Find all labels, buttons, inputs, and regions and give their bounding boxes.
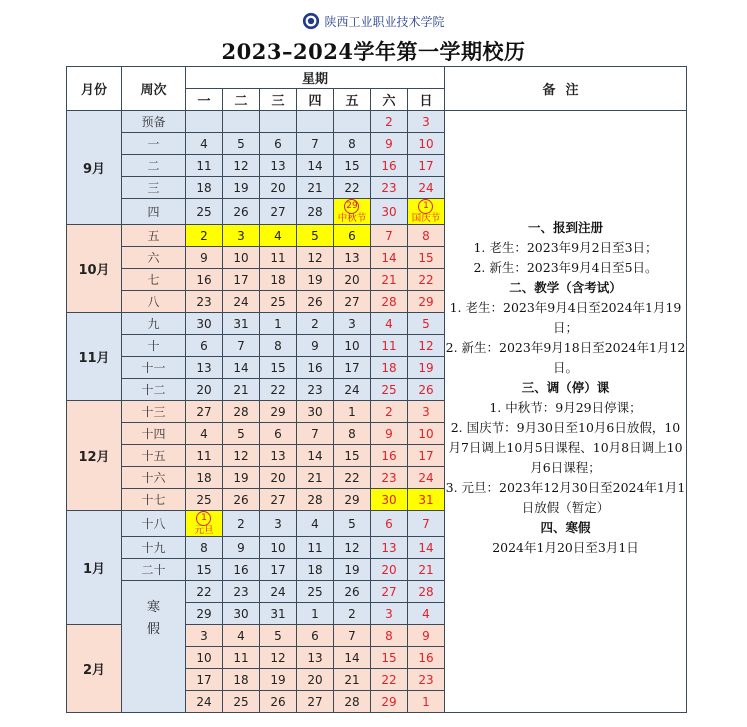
day-cell: 9 [186,247,223,269]
calendar-week-row [67,111,687,133]
day-cell: 28 [408,581,445,603]
day-cell: 20 [371,559,408,581]
month-cell: 11月 [67,313,122,401]
day-cell: 23 [223,581,260,603]
day-cell: 2 [371,401,408,423]
day-cell: 4 [371,313,408,335]
day-cell: 26 [408,379,445,401]
day-cell: 9 [297,335,334,357]
day-cell: 20 [297,669,334,691]
weekday-header: 二 [223,89,260,111]
day-cell: 27 [186,401,223,423]
day-cell: 7 [371,225,408,247]
week-label: 十五 [122,445,186,467]
notes-item: 1. 中秋节：9月29日停课； [489,400,642,415]
day-cell: 9 [371,133,408,155]
day-cell: 5 [223,423,260,445]
day-cell: 5 [223,133,260,155]
day-cell: 14 [408,537,445,559]
day-cell: 22 [334,467,371,489]
national-day-mark [412,199,441,224]
day-cell: 19 [223,177,260,199]
day-cell: 16 [371,445,408,467]
week-label: 一 [122,133,186,155]
day-cell: 12 [223,445,260,467]
week-label: 十四 [122,423,186,445]
day-cell: 20 [260,177,297,199]
day-cell: 8 [334,133,371,155]
day-cell: 4 [408,603,445,625]
day-cell [223,111,260,133]
day-cell: 4 [223,625,260,647]
day-cell: 10 [186,647,223,669]
day-cell: 23 [186,291,223,313]
day-cell [297,111,334,133]
notes-section-registration: 一、报到注册 [527,220,603,235]
month-cell: 12月 [67,401,122,511]
day-cell: 14 [371,247,408,269]
day-cell: 10 [223,247,260,269]
weekday-header: 三 [260,89,297,111]
day-cell: 18 [371,357,408,379]
day-cell: 8 [186,537,223,559]
day-cell: 25 [260,291,297,313]
day-cell: 7 [223,335,260,357]
notes-section-winter-break: 四、寒假 [540,520,591,535]
week-label: 十九 [122,537,186,559]
month-cell: 9月 [67,111,122,225]
day-cell: 25 [186,489,223,511]
day-cell: 3 [186,625,223,647]
day-cell: 18 [260,269,297,291]
week-label: 九 [122,313,186,335]
week-label: 十八 [122,511,186,537]
day-cell: 26 [223,489,260,511]
week-label: 八 [122,291,186,313]
day-cell: 6 [334,225,371,247]
mid-autumn-circle-icon: 29 [344,199,359,214]
day-cell: 27 [260,199,297,225]
day-cell: 16 [371,155,408,177]
day-cell: 14 [297,445,334,467]
day-cell: 11 [371,335,408,357]
day-cell: 15 [334,155,371,177]
weekday-header: 五 [334,89,371,111]
day-cell: 30 [186,313,223,335]
notes-item: 2024年1月20日至3月1日 [492,540,639,555]
day-cell: 2 [186,225,223,247]
day-cell: 29 [186,603,223,625]
day-cell: 24 [186,691,223,713]
day-cell: 26 [223,199,260,225]
day-cell: 3 [260,511,297,537]
day-cell: 25 [186,199,223,225]
week-label: 七 [122,269,186,291]
day-cell: 7 [334,625,371,647]
notes-item: 3. 元旦：2023年12月30日至2024年1月1日放假（暂定） [445,480,686,515]
day-cell: 13 [260,445,297,467]
day-cell: 21 [371,269,408,291]
col-week-header: 周次 [122,67,186,111]
day-cell: 28 [223,401,260,423]
day-cell: 5 [408,313,445,335]
day-cell: 7 [408,511,445,537]
mid-autumn-mark [338,199,367,224]
day-cell: 29 [260,401,297,423]
day-cell: 3 [408,111,445,133]
day-cell: 24 [334,379,371,401]
day-cell: 23 [408,669,445,691]
week-label: 三 [122,177,186,199]
day-cell: 23 [297,379,334,401]
day-cell: 2 [334,603,371,625]
day-cell: 20 [260,467,297,489]
day-cell: 29 [334,489,371,511]
day-cell: 21 [223,379,260,401]
day-cell [334,199,371,225]
day-cell: 3 [371,603,408,625]
day-cell: 20 [186,379,223,401]
day-cell: 4 [186,133,223,155]
day-cell: 12 [297,247,334,269]
notes-header-label: 备注 [542,83,589,98]
day-cell: 31 [408,489,445,511]
day-cell: 17 [408,155,445,177]
day-cell: 18 [223,669,260,691]
day-cell: 7 [297,133,334,155]
school-name: 陕西工业职业技术学院 [324,14,445,29]
day-cell: 8 [334,423,371,445]
day-cell: 26 [334,581,371,603]
day-cell: 12 [260,647,297,669]
day-cell: 25 [223,691,260,713]
day-cell: 12 [223,155,260,177]
school-seal-icon [302,12,320,30]
day-cell: 31 [223,313,260,335]
week-label: 二十 [122,559,186,581]
day-cell: 25 [371,379,408,401]
day-cell: 29 [371,691,408,713]
day-cell: 30 [371,199,408,225]
day-cell: 19 [223,467,260,489]
day-cell: 23 [371,467,408,489]
day-cell: 10 [334,335,371,357]
week-label: 十 [122,335,186,357]
day-cell: 20 [334,269,371,291]
day-cell: 14 [223,357,260,379]
weekday-header: 四 [297,89,334,111]
notes-item: 1. 老生：2023年9月2日至3日； [473,240,658,255]
day-cell: 26 [297,291,334,313]
day-cell: 11 [223,647,260,669]
month-cell: 1月 [67,511,122,625]
new-year-circle-icon: 1 [196,511,211,526]
day-cell: 3 [334,313,371,335]
day-cell: 30 [371,489,408,511]
weekday-header: 六 [371,89,408,111]
day-cell: 6 [371,511,408,537]
day-cell: 14 [297,155,334,177]
week-label: 十三 [122,401,186,423]
notes-panel [445,111,687,713]
week-label: 十一 [122,357,186,379]
month-cell: 10月 [67,225,122,313]
col-notes-header [445,67,687,111]
day-cell: 15 [334,445,371,467]
day-cell: 21 [408,559,445,581]
day-cell: 1 [297,603,334,625]
day-cell: 24 [408,177,445,199]
day-cell: 15 [371,647,408,669]
mid-autumn-label: 中秋节 [337,213,367,224]
day-cell: 3 [408,401,445,423]
day-cell: 13 [260,155,297,177]
day-cell: 24 [223,291,260,313]
day-cell: 12 [408,335,445,357]
day-cell: 4 [260,225,297,247]
day-cell: 19 [260,669,297,691]
new-year-label: 元旦 [194,525,214,536]
day-cell: 18 [186,467,223,489]
notes-section-schedule-change: 三、调（停）课 [521,380,610,395]
day-cell: 8 [408,225,445,247]
winter-break-char-2: 假 [146,622,160,637]
day-cell: 10 [260,537,297,559]
day-cell: 17 [334,357,371,379]
week-label: 十七 [122,489,186,511]
day-cell: 9 [408,625,445,647]
week-label: 五 [122,225,186,247]
day-cell [186,511,223,537]
day-cell: 2 [297,313,334,335]
day-cell: 18 [297,559,334,581]
day-cell [186,111,223,133]
winter-break-label [122,581,186,713]
notes-item: 2. 新生：2023年9月18日至2024年1月12日。 [445,340,686,375]
day-cell: 10 [408,133,445,155]
notes-item: 2. 国庆节：9月30日至10月6日放假，10月7日调上10月5日课程、10月8日调上10月6日课程； [448,420,683,475]
day-cell: 24 [260,581,297,603]
day-cell: 16 [408,647,445,669]
day-cell: 27 [260,489,297,511]
winter-break-char-1: 寒 [146,600,160,615]
day-cell: 7 [297,423,334,445]
day-cell: 1 [334,401,371,423]
day-cell: 10 [408,423,445,445]
day-cell: 17 [223,269,260,291]
day-cell: 27 [371,581,408,603]
day-cell: 1 [260,313,297,335]
day-cell: 19 [408,357,445,379]
day-cell: 13 [371,537,408,559]
day-cell: 5 [297,225,334,247]
day-cell: 30 [297,401,334,423]
day-cell: 11 [186,155,223,177]
day-cell: 13 [334,247,371,269]
day-cell: 17 [186,669,223,691]
weekday-header: 日 [408,89,445,111]
calendar-table [66,66,687,713]
day-cell: 28 [297,199,334,225]
day-cell: 21 [334,669,371,691]
day-cell: 21 [297,177,334,199]
national-day-label: 国庆节 [411,213,441,224]
day-cell: 28 [334,691,371,713]
day-cell: 15 [186,559,223,581]
day-cell: 6 [260,423,297,445]
day-cell: 22 [408,269,445,291]
day-cell: 28 [297,489,334,511]
week-label: 六 [122,247,186,269]
day-cell: 11 [297,537,334,559]
day-cell: 11 [260,247,297,269]
day-cell: 4 [297,511,334,537]
day-cell: 28 [371,291,408,313]
day-cell: 15 [260,357,297,379]
day-cell: 18 [186,177,223,199]
notes-content [445,218,686,558]
day-cell: 2 [371,111,408,133]
col-days-header: 星期 [186,67,445,89]
day-cell: 19 [297,269,334,291]
day-cell [408,199,445,225]
header [0,12,747,62]
day-cell: 22 [334,177,371,199]
day-cell: 9 [223,537,260,559]
notes-item: 2. 新生：2023年9月4日至5日。 [473,260,658,275]
national-day-circle-icon: 1 [418,199,433,214]
day-cell: 16 [186,269,223,291]
day-cell: 11 [186,445,223,467]
day-cell: 19 [334,559,371,581]
day-cell: 6 [186,335,223,357]
day-cell: 15 [408,247,445,269]
day-cell: 23 [371,177,408,199]
day-cell: 27 [334,291,371,313]
day-cell: 24 [408,467,445,489]
week-label: 十六 [122,467,186,489]
day-cell: 6 [297,625,334,647]
school-name-line [302,12,444,30]
day-cell: 5 [334,511,371,537]
day-cell: 8 [371,625,408,647]
day-cell: 22 [371,669,408,691]
week-label: 预备 [122,111,186,133]
day-cell: 27 [297,691,334,713]
day-cell: 17 [408,445,445,467]
day-cell: 5 [260,625,297,647]
page-title: 2023–2024学年第一学期校历 [221,39,526,64]
day-cell: 29 [408,291,445,313]
day-cell: 16 [223,559,260,581]
weekday-header: 一 [186,89,223,111]
day-cell: 22 [260,379,297,401]
week-label: 二 [122,155,186,177]
day-cell: 30 [223,603,260,625]
day-cell: 13 [297,647,334,669]
day-cell: 16 [297,357,334,379]
day-cell: 4 [186,423,223,445]
notes-item: 1. 老生：2023年9月4日至2024年1月19日； [449,300,682,335]
day-cell [260,111,297,133]
day-cell: 1 [408,691,445,713]
notes-section-teaching: 二、教学（含考试） [509,280,622,295]
day-cell: 8 [260,335,297,357]
day-cell: 3 [223,225,260,247]
day-cell: 22 [186,581,223,603]
day-cell: 12 [334,537,371,559]
day-cell: 21 [297,467,334,489]
day-cell [334,111,371,133]
week-label: 四 [122,199,186,225]
col-month-header: 月份 [67,67,122,111]
day-cell: 13 [186,357,223,379]
day-cell: 2 [223,511,260,537]
day-cell: 17 [260,559,297,581]
day-cell: 9 [371,423,408,445]
day-cell: 14 [334,647,371,669]
day-cell: 31 [260,603,297,625]
new-year-mark [194,511,213,536]
day-cell: 25 [297,581,334,603]
month-cell: 2月 [67,625,122,713]
day-cell: 6 [260,133,297,155]
week-label: 十二 [122,379,186,401]
day-cell: 26 [260,691,297,713]
